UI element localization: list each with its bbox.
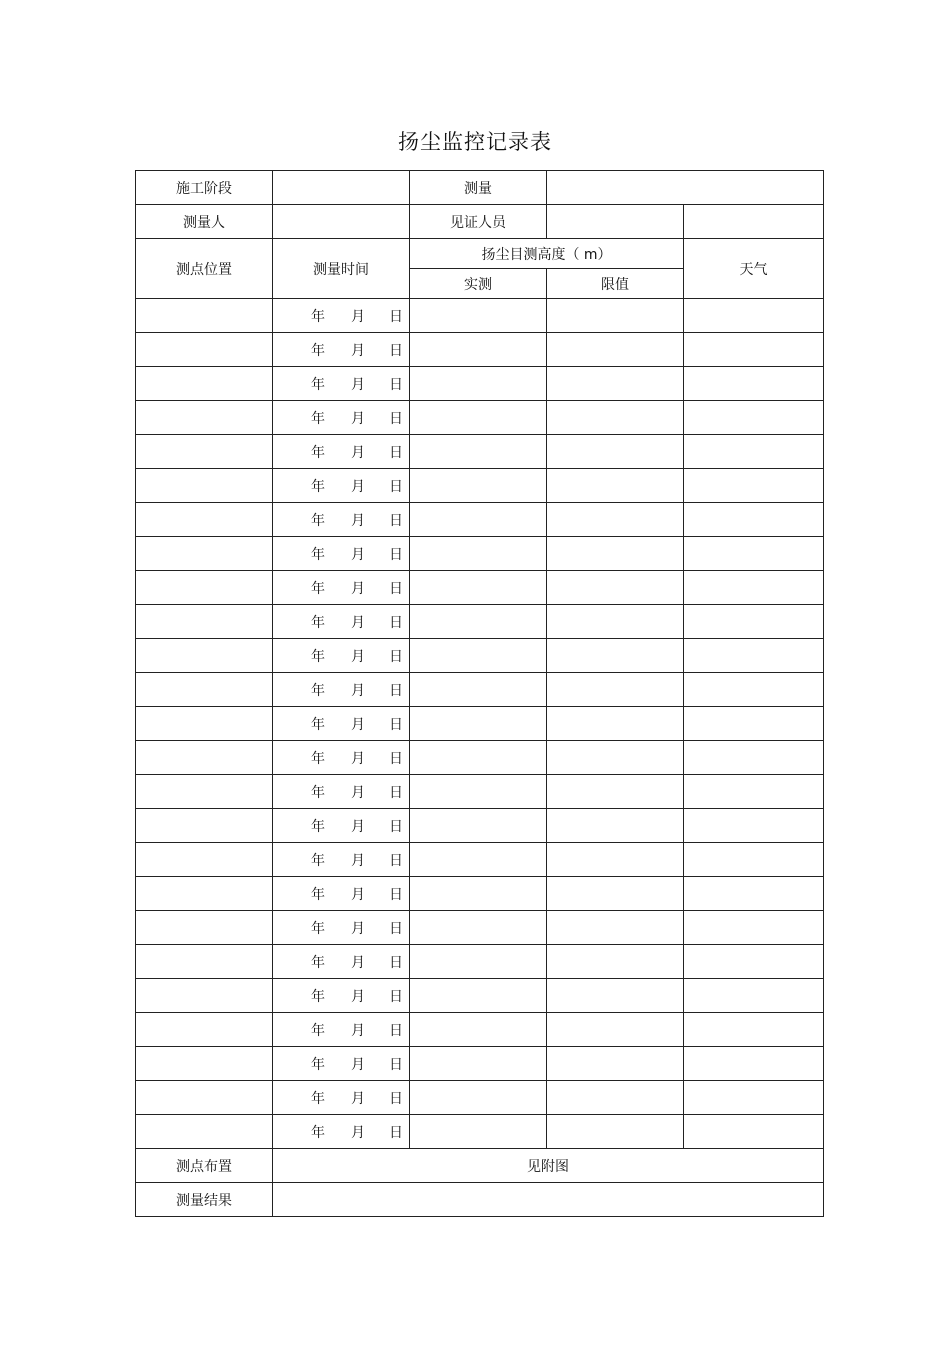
point-location-cell[interactable] [136, 639, 273, 673]
date-year-unit: 年 [311, 410, 325, 427]
weather-cell[interactable] [684, 469, 824, 503]
actual-cell[interactable] [410, 401, 547, 435]
actual-cell[interactable] [410, 843, 547, 877]
actual-cell[interactable] [410, 979, 547, 1013]
date-day-unit: 日 [389, 886, 403, 903]
measure-date-cell[interactable] [273, 503, 410, 537]
date-month-unit: 月 [351, 682, 365, 699]
table-row [136, 741, 824, 775]
limit-cell[interactable] [547, 673, 684, 707]
table-row [136, 469, 824, 503]
result-field[interactable] [273, 1183, 824, 1217]
weather-cell[interactable] [684, 741, 824, 775]
point-location-cell[interactable] [136, 775, 273, 809]
measure-date-cell[interactable] [273, 605, 410, 639]
weather-cell[interactable] [684, 401, 824, 435]
point-location-cell[interactable] [136, 877, 273, 911]
weather-cell[interactable] [684, 911, 824, 945]
header-row-people [136, 205, 824, 239]
date-day-unit: 日 [389, 784, 403, 801]
point-location-cell[interactable] [136, 707, 273, 741]
limit-cell[interactable] [547, 775, 684, 809]
measure-date-cell[interactable] [273, 537, 410, 571]
actual-cell[interactable] [410, 1081, 547, 1115]
date-day-unit: 日 [389, 1124, 403, 1141]
weather-cell[interactable] [684, 571, 824, 605]
construction-stage-label: 施工阶段 [136, 171, 273, 205]
weather-cell[interactable] [684, 707, 824, 741]
limit-cell[interactable] [547, 401, 684, 435]
point-location-cell[interactable] [136, 1081, 273, 1115]
measure-date-cell[interactable] [273, 945, 410, 979]
actual-cell[interactable] [410, 1115, 547, 1149]
measure-date-cell[interactable] [273, 1115, 410, 1149]
table-row [136, 1115, 824, 1149]
point-location-cell[interactable] [136, 299, 273, 333]
table-row [136, 877, 824, 911]
date-year-unit: 年 [311, 546, 325, 563]
table-row [136, 775, 824, 809]
table-row [136, 809, 824, 843]
date-month-unit: 月 [351, 308, 365, 325]
date-day-unit: 日 [389, 750, 403, 767]
limit-cell[interactable] [547, 639, 684, 673]
point-layout-label: 测点布置 [136, 1149, 273, 1183]
limit-cell[interactable] [547, 979, 684, 1013]
table-row [136, 673, 824, 707]
actual-cell[interactable] [410, 877, 547, 911]
actual-cell[interactable] [410, 1047, 547, 1081]
point-location-cell[interactable] [136, 741, 273, 775]
weather-cell[interactable] [684, 673, 824, 707]
date-year-unit: 年 [311, 478, 325, 495]
date-month-unit: 月 [351, 784, 365, 801]
witness-extra-field[interactable] [684, 205, 824, 239]
actual-cell[interactable] [410, 503, 547, 537]
table-row [136, 401, 824, 435]
date-year-unit: 年 [311, 512, 325, 529]
date-day-unit: 日 [389, 818, 403, 835]
point-location-cell[interactable] [136, 1047, 273, 1081]
point-location-cell[interactable] [136, 605, 273, 639]
table-row [136, 1047, 824, 1081]
table-row [136, 1013, 824, 1047]
actual-cell[interactable] [410, 1013, 547, 1047]
table-row [136, 299, 824, 333]
header-row-stage [136, 171, 824, 205]
point-location-cell[interactable] [136, 435, 273, 469]
measure-field[interactable] [547, 171, 824, 205]
weather-cell[interactable] [684, 843, 824, 877]
date-day-unit: 日 [389, 1056, 403, 1073]
weather-cell[interactable] [684, 877, 824, 911]
date-day-unit: 日 [389, 1022, 403, 1039]
measure-date-cell[interactable] [273, 979, 410, 1013]
measure-date-cell[interactable] [273, 639, 410, 673]
dust-height-header: 扬尘目测高度（ m） [410, 239, 684, 269]
date-month-unit: 月 [351, 818, 365, 835]
date-year-unit: 年 [311, 308, 325, 325]
measure-label: 测量 [410, 171, 547, 205]
weather-cell[interactable] [684, 299, 824, 333]
measure-date-cell[interactable] [273, 571, 410, 605]
table-row [136, 605, 824, 639]
date-year-unit: 年 [311, 784, 325, 801]
point-location-cell[interactable] [136, 843, 273, 877]
footer-row-layout [136, 1149, 824, 1183]
limit-cell[interactable] [547, 1047, 684, 1081]
measure-date-cell[interactable] [273, 401, 410, 435]
date-day-unit: 日 [389, 478, 403, 495]
weather-cell[interactable] [684, 605, 824, 639]
measure-date-cell[interactable] [273, 707, 410, 741]
measure-time-header: 测量时间 [273, 239, 410, 299]
witness-label: 见证人员 [410, 205, 547, 239]
weather-cell[interactable] [684, 537, 824, 571]
actual-cell[interactable] [410, 673, 547, 707]
date-month-unit: 月 [351, 410, 365, 427]
weather-cell[interactable] [684, 809, 824, 843]
result-label: 测量结果 [136, 1183, 273, 1217]
date-month-unit: 月 [351, 1056, 365, 1073]
actual-cell[interactable] [410, 299, 547, 333]
table-row [136, 639, 824, 673]
date-day-unit: 日 [389, 342, 403, 359]
dust-monitor-table [135, 170, 824, 1217]
measure-date-cell[interactable] [273, 1081, 410, 1115]
measure-date-cell[interactable] [273, 333, 410, 367]
weather-cell[interactable] [684, 1115, 824, 1149]
date-year-unit: 年 [311, 988, 325, 1005]
weather-cell[interactable] [684, 1013, 824, 1047]
date-month-unit: 月 [351, 342, 365, 359]
date-year-unit: 年 [311, 1090, 325, 1107]
weather-cell[interactable] [684, 333, 824, 367]
actual-cell[interactable] [410, 435, 547, 469]
actual-cell[interactable] [410, 707, 547, 741]
weather-cell[interactable] [684, 639, 824, 673]
date-year-unit: 年 [311, 342, 325, 359]
measure-date-cell[interactable] [273, 809, 410, 843]
measure-date-cell[interactable] [273, 1047, 410, 1081]
limit-cell[interactable] [547, 333, 684, 367]
table-row [136, 503, 824, 537]
measurer-field[interactable] [273, 205, 410, 239]
date-month-unit: 月 [351, 478, 365, 495]
measure-date-cell[interactable] [273, 469, 410, 503]
date-month-unit: 月 [351, 886, 365, 903]
measure-date-cell[interactable] [273, 673, 410, 707]
measure-date-cell[interactable] [273, 877, 410, 911]
weather-cell[interactable] [684, 775, 824, 809]
limit-cell[interactable] [547, 741, 684, 775]
date-month-unit: 月 [351, 648, 365, 665]
actual-cell[interactable] [410, 945, 547, 979]
actual-cell[interactable] [410, 741, 547, 775]
page-title: 扬尘监控记录表 [398, 130, 552, 154]
date-day-unit: 日 [389, 512, 403, 529]
weather-cell[interactable] [684, 367, 824, 401]
date-year-unit: 年 [311, 1124, 325, 1141]
date-month-unit: 月 [351, 1022, 365, 1039]
limit-cell[interactable] [547, 1081, 684, 1115]
actual-cell[interactable] [410, 911, 547, 945]
point-layout-value[interactable]: 见附图 [273, 1149, 824, 1183]
point-location-cell[interactable] [136, 401, 273, 435]
table-row [136, 911, 824, 945]
table-row [136, 707, 824, 741]
date-year-unit: 年 [311, 1022, 325, 1039]
date-day-unit: 日 [389, 308, 403, 325]
point-location-cell[interactable] [136, 469, 273, 503]
actual-header: 实测 [410, 269, 547, 299]
date-year-unit: 年 [311, 750, 325, 767]
measure-date-cell[interactable] [273, 435, 410, 469]
column-header-row [136, 239, 824, 269]
actual-cell[interactable] [410, 809, 547, 843]
measurer-label: 测量人 [136, 205, 273, 239]
measure-date-cell[interactable] [273, 1013, 410, 1047]
table-row [136, 843, 824, 877]
actual-cell[interactable] [410, 605, 547, 639]
date-month-unit: 月 [351, 988, 365, 1005]
weather-cell[interactable] [684, 503, 824, 537]
witness-field[interactable] [547, 205, 684, 239]
point-location-cell[interactable] [136, 571, 273, 605]
measure-date-cell[interactable] [273, 741, 410, 775]
date-month-unit: 月 [351, 512, 365, 529]
date-year-unit: 年 [311, 614, 325, 631]
date-day-unit: 日 [389, 682, 403, 699]
date-month-unit: 月 [351, 376, 365, 393]
actual-cell[interactable] [410, 333, 547, 367]
date-year-unit: 年 [311, 580, 325, 597]
date-day-unit: 日 [389, 988, 403, 1005]
date-year-unit: 年 [311, 648, 325, 665]
date-day-unit: 日 [389, 444, 403, 461]
date-month-unit: 月 [351, 920, 365, 937]
date-year-unit: 年 [311, 818, 325, 835]
date-day-unit: 日 [389, 1090, 403, 1107]
actual-cell[interactable] [410, 367, 547, 401]
point-location-cell[interactable] [136, 333, 273, 367]
measure-date-cell[interactable] [273, 299, 410, 333]
date-day-unit: 日 [389, 614, 403, 631]
date-month-unit: 月 [351, 716, 365, 733]
date-year-unit: 年 [311, 376, 325, 393]
limit-cell[interactable] [547, 605, 684, 639]
date-day-unit: 日 [389, 920, 403, 937]
limit-cell[interactable] [547, 843, 684, 877]
weather-cell[interactable] [684, 945, 824, 979]
point-location-header: 测点位置 [136, 239, 273, 299]
date-year-unit: 年 [311, 886, 325, 903]
weather-header: 天气 [684, 239, 824, 299]
footer-row-result [136, 1183, 824, 1217]
measure-date-cell[interactable] [273, 843, 410, 877]
table-row [136, 1081, 824, 1115]
date-month-unit: 月 [351, 580, 365, 597]
measure-date-cell[interactable] [273, 911, 410, 945]
actual-cell[interactable] [410, 639, 547, 673]
date-day-unit: 日 [389, 580, 403, 597]
date-day-unit: 日 [389, 376, 403, 393]
date-month-unit: 月 [351, 852, 365, 869]
actual-cell[interactable] [410, 775, 547, 809]
limit-cell[interactable] [547, 1115, 684, 1149]
point-location-cell[interactable] [136, 1115, 273, 1149]
limit-cell[interactable] [547, 537, 684, 571]
limit-cell[interactable] [547, 299, 684, 333]
limit-cell[interactable] [547, 945, 684, 979]
date-month-unit: 月 [351, 444, 365, 461]
date-year-unit: 年 [311, 716, 325, 733]
table-row [136, 945, 824, 979]
point-location-cell[interactable] [136, 367, 273, 401]
limit-cell[interactable] [547, 503, 684, 537]
date-day-unit: 日 [389, 716, 403, 733]
table-row [136, 979, 824, 1013]
point-location-cell[interactable] [136, 537, 273, 571]
limit-cell[interactable] [547, 1013, 684, 1047]
limit-cell[interactable] [547, 571, 684, 605]
point-location-cell[interactable] [136, 911, 273, 945]
table-row [136, 537, 824, 571]
date-month-unit: 月 [351, 1124, 365, 1141]
weather-cell[interactable] [684, 979, 824, 1013]
date-day-unit: 日 [389, 954, 403, 971]
measure-date-cell[interactable] [273, 775, 410, 809]
point-location-cell[interactable] [136, 979, 273, 1013]
table-row [136, 333, 824, 367]
limit-cell[interactable] [547, 809, 684, 843]
limit-cell[interactable] [547, 707, 684, 741]
limit-cell[interactable] [547, 469, 684, 503]
date-month-unit: 月 [351, 546, 365, 563]
actual-cell[interactable] [410, 571, 547, 605]
measure-date-cell[interactable] [273, 367, 410, 401]
date-year-unit: 年 [311, 1056, 325, 1073]
date-day-unit: 日 [389, 410, 403, 427]
date-month-unit: 月 [351, 954, 365, 971]
date-month-unit: 月 [351, 614, 365, 631]
date-day-unit: 日 [389, 546, 403, 563]
date-year-unit: 年 [311, 682, 325, 699]
table-row [136, 435, 824, 469]
actual-cell[interactable] [410, 537, 547, 571]
actual-cell[interactable] [410, 469, 547, 503]
date-year-unit: 年 [311, 852, 325, 869]
point-location-cell[interactable] [136, 945, 273, 979]
date-month-unit: 月 [351, 750, 365, 767]
table-row [136, 367, 824, 401]
date-day-unit: 日 [389, 852, 403, 869]
date-year-unit: 年 [311, 954, 325, 971]
limit-cell[interactable] [547, 435, 684, 469]
limit-cell[interactable] [547, 911, 684, 945]
weather-cell[interactable] [684, 1081, 824, 1115]
date-year-unit: 年 [311, 444, 325, 461]
limit-header: 限值 [547, 269, 684, 299]
table-row [136, 571, 824, 605]
point-location-cell[interactable] [136, 673, 273, 707]
construction-stage-field[interactable] [273, 171, 410, 205]
limit-cell[interactable] [547, 877, 684, 911]
limit-cell[interactable] [547, 367, 684, 401]
weather-cell[interactable] [684, 1047, 824, 1081]
date-year-unit: 年 [311, 920, 325, 937]
weather-cell[interactable] [684, 435, 824, 469]
date-month-unit: 月 [351, 1090, 365, 1107]
date-day-unit: 日 [389, 648, 403, 665]
point-location-cell[interactable] [136, 809, 273, 843]
point-location-cell[interactable] [136, 503, 273, 537]
point-location-cell[interactable] [136, 1013, 273, 1047]
